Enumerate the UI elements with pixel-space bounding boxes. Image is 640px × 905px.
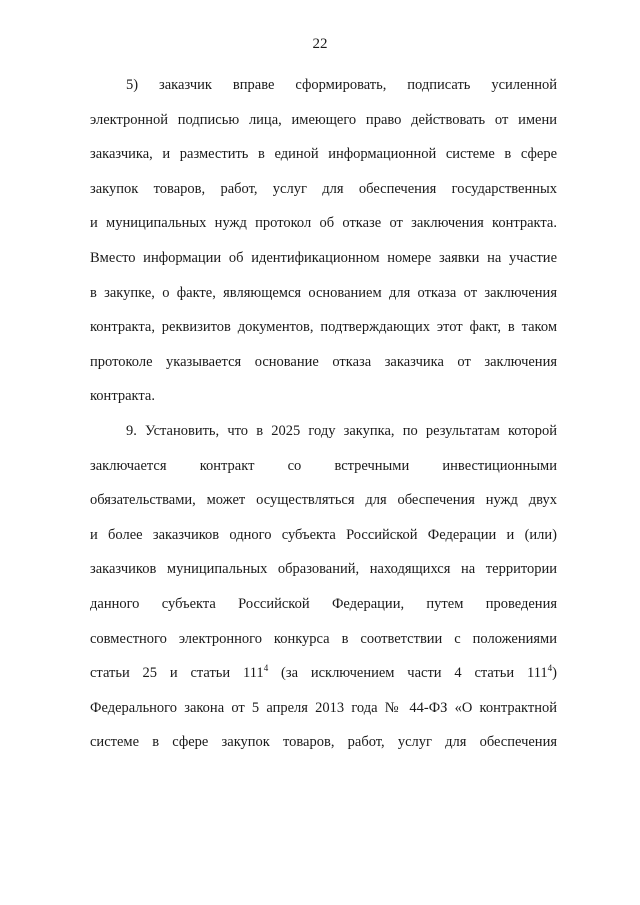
article-reference-line	[90, 656, 557, 691]
text-line: 5) заказчик вправе сформировать, подписать усиленной	[126, 77, 557, 93]
text-line: системе в сфере закупок товаров, работ, услуг для обеспечения	[90, 734, 557, 751]
text-line: совместного электронного конкурса в соответствии с положениями	[90, 630, 557, 647]
ref-text: (за исключением части 4 статьи 111	[268, 665, 548, 682]
text-line: заключается контракт со встречными инвестиционными	[90, 457, 557, 474]
text-line: обязательствами, может осуществляться для обеспечения нужд двух	[90, 492, 557, 509]
text-line: заказчиков муниципальных образований, находящихся на территории	[90, 561, 557, 578]
text-line: в закупке, о факте, являющемся основанием для отказа от заключения	[90, 284, 557, 301]
ref-text: статьи 25 и статьи 111	[90, 665, 264, 682]
superscript: 4	[263, 663, 269, 674]
text-line: протоколе указывается основание отказа заказчика от заключения	[90, 353, 557, 370]
text-line: Федерального закона от 5 апреля 2013 года № 44-ФЗ «О контрактной	[90, 699, 557, 716]
text-line: электронной подписью лица, имеющего право действовать от имени	[90, 111, 557, 128]
superscript: 4	[547, 663, 553, 674]
paragraph-item-5	[90, 68, 557, 414]
text-line: и муниципальных нужд протокол об отказе от заключения контракта.	[90, 215, 557, 232]
text-line: Вместо информации об идентификационном номере заявки на участие	[90, 249, 557, 266]
text-line: контракта, реквизитов документов, подтверждающих этот факт, в таком	[90, 319, 557, 336]
text-line: и более заказчиков одного субъекта Российской Федерации и (или)	[90, 526, 557, 543]
text-line: данного субъекта Российской Федерации, путем проведения	[90, 595, 557, 612]
paragraph-point-9	[90, 414, 557, 760]
ref-text: )	[552, 665, 558, 682]
text-line: закупок товаров, работ, услуг для обеспечения государственных	[90, 180, 557, 197]
text-line: заказчика, и разместить в единой информационной системе в сфере	[90, 146, 557, 163]
text-line: контракта.	[90, 388, 155, 405]
text-line: 9. Установить, что в 2025 году закупка, по результатам которой	[126, 423, 557, 439]
page-number: 22	[312, 36, 328, 52]
